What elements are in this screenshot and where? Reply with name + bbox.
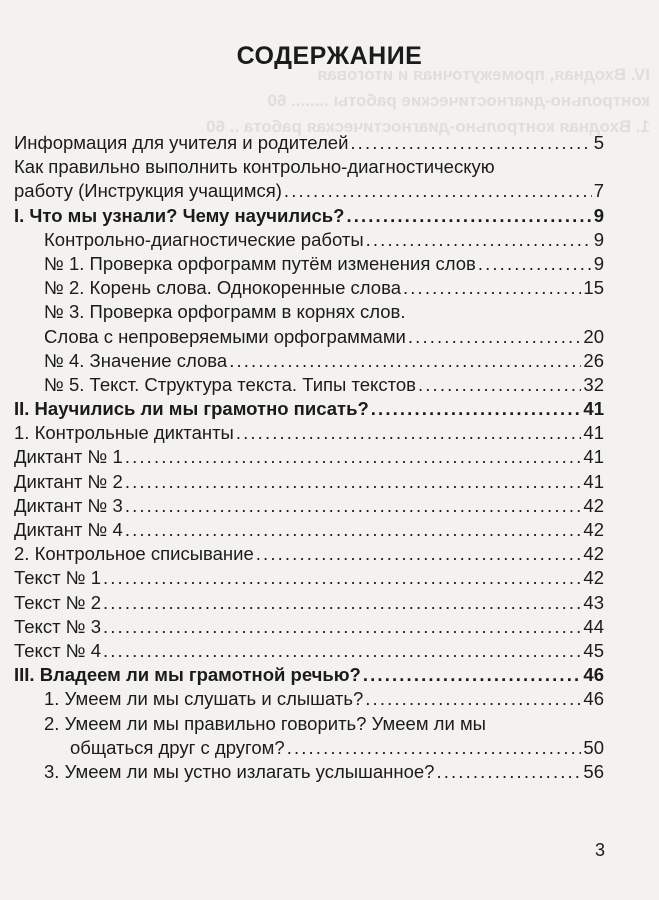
toc-entry: Текст № 4 . . . 45	[14, 640, 604, 664]
toc-entry: № 5. Текст. Структура текста. Типы текстов . . . 32	[14, 374, 604, 398]
page-ref: 41	[583, 446, 604, 468]
dot-leader	[403, 277, 581, 299]
page-ref: 56	[583, 760, 604, 782]
dot-leader	[346, 205, 591, 227]
page-ref: 46	[583, 688, 604, 710]
dot-leader	[125, 471, 582, 493]
page-ref: 9	[593, 204, 604, 226]
dot-leader	[229, 350, 581, 372]
toc-entry: № 4. Значение слова . . . 26	[14, 350, 604, 374]
page-ref: 26	[583, 349, 604, 371]
page-ref: 42	[583, 494, 604, 516]
dot-leader	[436, 761, 581, 783]
toc-entry: 1. Контрольные диктанты . . . 41	[14, 422, 604, 446]
page-ref: 5	[593, 132, 604, 153]
toc-section-heading: II. Научились ли мы грамотно писать? . . . 41	[14, 398, 604, 422]
toc-entry: 1. Умеем ли мы слушать и слышать? . . . 46	[14, 688, 604, 712]
dot-leader	[478, 253, 592, 275]
dot-leader	[236, 422, 582, 444]
page-number: 3	[594, 840, 605, 860]
page-ref: 46	[583, 664, 604, 686]
toc-entry: Слова с непроверяемыми орфограммами . . . 20	[14, 326, 604, 350]
page-ref: 42	[583, 567, 604, 589]
dot-leader	[366, 229, 592, 251]
page-ref: 41	[583, 422, 604, 444]
toc-entry: Текст № 3 . . . 44	[14, 616, 604, 640]
dot-leader	[103, 592, 581, 614]
dot-leader	[103, 640, 581, 662]
dot-leader	[287, 737, 582, 759]
dot-leader	[103, 616, 581, 638]
page-title: СОДЕРЖАНИЕ	[236, 42, 423, 70]
toc-entry: работу (Инструкция учащимся) . . . 7	[14, 180, 604, 204]
dot-leader	[125, 446, 582, 468]
page-ref: 15	[583, 277, 604, 299]
dot-leader	[408, 326, 582, 348]
page-ref: 20	[583, 325, 604, 347]
dot-leader	[365, 688, 581, 710]
bleed-through-text: IV. Входная, промежуточная и итоговая контрольно-диагностические работы ........ 60 1. Входная контрольно-диагностическая работа .. 60	[206, 65, 650, 136]
toc-entry: Диктант № 2 . . . 41	[14, 471, 604, 495]
dot-leader	[371, 398, 582, 420]
page-ref: 9	[593, 228, 604, 250]
page-ref: 42	[583, 519, 604, 540]
dot-leader	[103, 567, 581, 589]
toc-entry: Диктант № 1 . . . 41	[14, 446, 604, 470]
table-of-contents	[14, 132, 604, 785]
toc-entry: Текст № 1 . . . 42	[14, 567, 604, 591]
toc-entry: № 3. Проверка орфограмм в корнях слов.	[44, 301, 406, 323]
dot-leader	[418, 374, 581, 396]
page-ref: 45	[583, 639, 604, 661]
dot-leader	[363, 664, 582, 686]
page-ref: 44	[583, 615, 604, 637]
toc-section-heading: I. Что мы узнали? Чему научились? . . . 9	[14, 205, 604, 229]
page-ref: 42	[583, 543, 604, 565]
toc-entry: Диктант № 4 . . . 42	[14, 519, 604, 543]
toc-entry: 2. Контрольное списывание . . . 42	[14, 543, 604, 567]
toc-entry: Информация для учителя и родителей . . . 5	[14, 132, 604, 156]
toc-entry: Диктант № 3 . . . 42	[14, 495, 604, 519]
toc-entry: Как правильно выполнить контрольно-диагностическую	[14, 156, 495, 178]
toc-entry: Текст № 2 . . . 43	[14, 592, 604, 616]
toc-entry: № 2. Корень слова. Однокоренные слова . . . 15	[14, 277, 604, 301]
page-ref: 32	[583, 373, 604, 395]
dot-leader	[125, 495, 582, 517]
dot-leader	[350, 132, 591, 154]
page-ref: 43	[583, 591, 604, 613]
page-ref: 7	[593, 180, 604, 202]
toc-entry: Контрольно-диагностические работы . . . 9	[14, 229, 604, 253]
dot-leader	[256, 543, 582, 565]
toc-entry: № 1. Проверка орфограмм путём изменения слов . . . 9	[14, 253, 604, 277]
page-ref: 50	[583, 736, 604, 758]
toc-entry: 2. Умеем ли мы правильно говорить? Умеем ли мы	[44, 712, 486, 734]
dot-leader	[125, 519, 582, 541]
page-ref: 41	[583, 470, 604, 492]
toc-entry: 3. Умеем ли мы устно излагать услышанное? . . . 56	[14, 761, 604, 785]
toc-section-heading: III. Владеем ли мы грамотной речью? . . . 46	[14, 664, 604, 688]
dot-leader	[284, 180, 592, 202]
page-ref: 9	[593, 252, 604, 274]
page-ref: 41	[583, 398, 604, 420]
toc-entry: общаться друг с другом? . . . 50	[14, 737, 604, 761]
